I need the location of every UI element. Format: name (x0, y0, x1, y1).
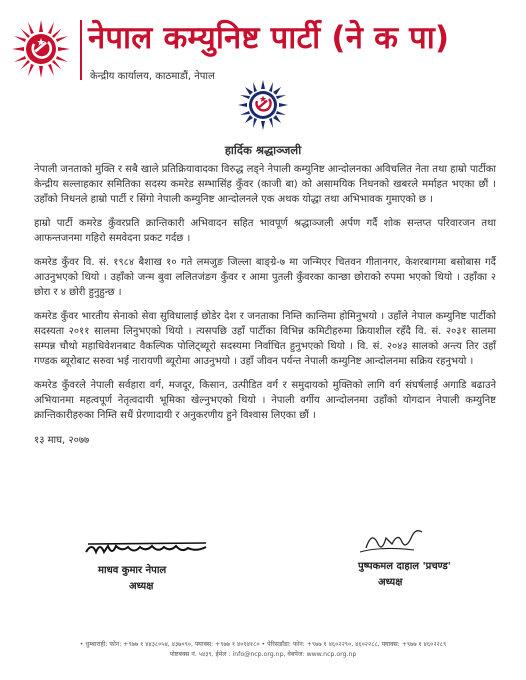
party-logo-icon (10, 18, 72, 80)
emblem-icon (238, 80, 288, 130)
header-divider (80, 20, 82, 80)
document-date: १३ माघ, २०७७ (34, 435, 90, 446)
office-address: केन्द्रीय कार्यालय, काठमाडौं, नेपाल (90, 71, 215, 82)
letter-body (34, 162, 496, 446)
footer (0, 640, 526, 680)
paragraph-2: हाम्रो पार्टी कमरेड कुँवरप्रति क्रान्तिकारी अभिवादन सहित भावपूर्ण श्रद्धाञ्जली अर्पण गर्दै शोक सन्तप्त परिवारजन तथा आफन्तजनमा गहिरो समवेदना प्रकट गर्दछ । (34, 218, 496, 244)
signatory-left-role: अध्यक्ष (129, 581, 154, 592)
document-title: हार्दिक श्रद्धाञ्जली (224, 143, 302, 157)
footer-email-line: पोष्टबक्स नं. ५४३९, ईमेल : info@ncp.org.np, वेबपेज: www.ncp.org.np (169, 651, 357, 658)
signature-left-icon (82, 538, 212, 560)
signature-right-icon (352, 522, 432, 556)
signatory-left-name: माधव कुमार नेपाल (98, 565, 167, 576)
paragraph-4: कमरेड कुँवर भारतीय सेनाको सेवा सुविधालाई छोडेर देश र जनताका निम्ति कान्तिमा होमिनुभयो । उहाँले नेपाल कम्युनिष्ट पार्टीको सदस्यता २०११ सालमा लिनुभएको थियो । त्यसपछि उहाँ पार्टीका विभिन्न कमिटीहरुमा क्रियाशील रहँदै वि. सं. २०३१ सालमा सम्पन्न चौथो महाधिवेशनबाट वैकल्पिक पोलिट्ब्यूरो सदस्यमा निर्वाचित हुनुभएको थियो । वि. सं. २०४३ सालको अन्त्य तिर उहाँ गण्डक ब्यूरोबाट सरुवा भई नारायणी ब्यूरोमा आउनुभयो । उहाँ जीवन पर्यन्त नेपाली कम्युनिष्ट आन्दोलनमा सक्रिय रहनुभयो । (34, 311, 496, 367)
paragraph-3: कमरेड कुँवर वि. सं. १९८४ बैशाख १० गते लमजुङ जिल्ला बाङ्ग्रे-७ मा जन्मिएर चितवन गीतानगर, केशरबागमा बसोबास गर्दै आउनुभएको थियो । उहाँको जन्म बुवा ललितजंङग कुँवर र आमा पुतली कुँवरका कान्छा छोराको रुपमा भएको थियो । उहाँका २ छोरा र ४ छोरी हुनुहुन्छ । (34, 257, 496, 298)
paragraph-5: कमरेड कुँवरले नेपाली सर्वहारा वर्ग, मजदूर, किसान, उत्पीडित वर्ग र समुदायको मुक्तिको लागि वर्ग संघर्षलाई अगाडि बढाउने अभियानमा महत्वपूर्ण नेतृत्वदायी भूमिका खेल्नुभएको थियो । नेपाली वर्गीय आन्दोलनमा उहाँको योगदान नेपाली कम्युनिष्ट क्रान्तिकारीहरुका निम्ति सधैं प्रेरणादायी र अनुकरणीय हुने विश्वास लिएका छौं । (34, 380, 496, 421)
footer-contact-line: • धुम्बाराही: फोन: +९७७ १ ४४३८०५४, ४३७०९०, फ्याक्स: +९७७ १ ४०१४१८० • पेरिसडाँडा: फोन: +९७७ १ ४६०२२९०, ४६०२२८८, फ्याक्स: +९७७ १ ४६०२२८९ (79, 641, 447, 648)
signatory-right-name: पुष्पकमल दाहाल 'प्रचण्ड' (358, 561, 451, 572)
paragraph-1: नेपाली जनताको मुक्ति र सबै खाले प्रतिक्रियावादका विरुद्ध लड्ने नेपाली कम्युनिष्ट आन्दोलनका अविचलित नेता तथा हाम्रो पार्टीका केन्द्रीय सल्लाहकार समितिका सदस्य कमरेड सम्भासिंह कुँवर (काजी बा) को असामयिक निधनको खबरले मर्माहत भएका छौं । उहाँको निधनले हाम्रो पार्टी र सिंगो नेपाली कम्युनिष्ट आन्दोलनले एक अथक योद्धा तथा अभिभावक गुमाएको छ । (34, 164, 496, 205)
party-name: नेपाल कम्युनिष्ट पार्टी (ने क पा) (88, 20, 450, 56)
signatory-right-role: अध्यक्ष (378, 577, 403, 588)
letterhead (0, 0, 526, 92)
